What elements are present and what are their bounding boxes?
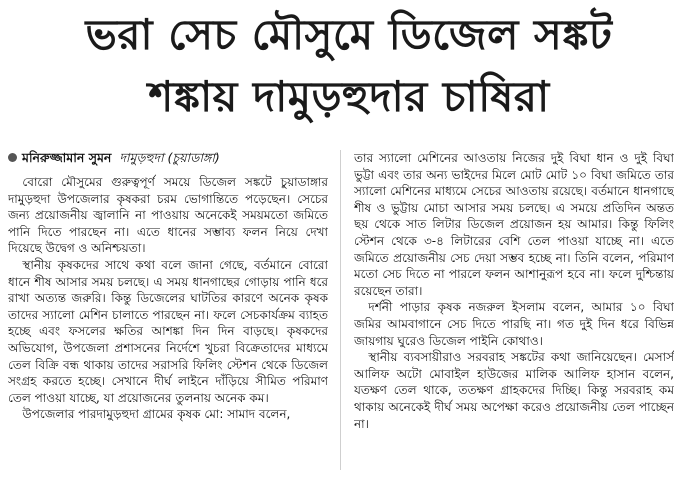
- paragraph: বোরো মৌসুমের গুরুত্বপূর্ণ সময়ে ডিজেল সঙ্কটে চুয়াডাঙ্গার দামুড়হুদা উপজেলার কৃষকরা চরম ভোগান্তিতে পড়েছেন। সেচের জন্য প্রয়োজনীয় জ্বালানি না পাওয়ায় অনেকেই সময়মতো জমিতে পানি দিতে পারছেন না। এতে ধানের সম্ভাব্য ফলন নিয়ে দেখা দিয়েছে উদ্বেগ ও অনিশ্চয়তা।: [8, 175, 328, 256]
- column-divider: [340, 150, 341, 470]
- paragraph: দর্শনী পাড়ার কৃষক নজরুল ইসলাম বলেন, আমার ১০ বিঘা জমির আমবাগানে সেচ দিতে পারছি না। গত দুই দিন ধরে বিভিন্ন জায়গায় ঘুরেও ডিজেল পাইনি কোথাও।: [354, 300, 674, 348]
- paragraph: স্থানীয় কৃষকদের সাথে কথা বলে জানা গেছে, বর্তমানে বোরো ধানে শীষ আসার সময় চলছে। এ সময় ধানগাছের গোড়ায় পানি ধরে রাখা অত্যন্ত জরুরি। কিন্তু ডিজেলের ঘাটতির কারণে অনেক কৃষক তাদের স্যালো মেশিন চালাতে পারছেন না। ফলে সেচকার্যক্রম ব্যাহত হচ্ছে এবং ফসলের ক্ষতির আশঙ্কা দিন দিন বাড়ছে। কৃষকদের অভিযোগ, উপজেলা প্রশাসনের নির্দেশে খুচরা বিক্রেতাদের মাধ্যমে তেল বিক্রি বন্ধ থাকায় তাদের সরাসরি ফিলিং স্টেশন থেকে ডিজেল সংগ্রহ করতে হচ্ছে। সেখানে দীর্ঘ লাইনে দাঁড়িয়ে সীমিত পরিমাণ তেল পাওয়া যাচ্ছে, যা প্রয়োজনের তুলনায় অনেক কম।: [8, 257, 328, 405]
- byline-author: মনিরুজ্জামান সুমন: [22, 150, 112, 165]
- article-column-left: [8, 174, 328, 474]
- bullet-icon: [8, 153, 17, 162]
- headline-line-2: শঙ্কায় দামুড়হুদার চাষিরা: [148, 72, 550, 121]
- paragraph: স্থানীয় ব্যবসায়ীরাও সরবরাহ সঙ্কটের কথা জানিয়েছেন। মেসার্স আলিফ অটো মোবাইল হাউজের মালিক আলিফ হাসান বলেন, যতক্ষণ তেল থাকে, ততক্ষণ গ্রাহকদের দিচ্ছি। কিন্তু সরবরাহ কম থাকায় অনেকেই দীর্ঘ সময় অপেক্ষা করেও প্রয়োজনীয় তেল পাচ্ছেন না।: [354, 350, 674, 431]
- byline-place: দামুড়হুদা (চুয়াডাঙ্গা): [119, 150, 220, 165]
- headline: [0, 4, 698, 128]
- paragraph: তার স্যালো মেশিনের আওতায় নিজের দুই বিঘা ধান ও দুই বিঘা ভুট্টা এবং তার অন্য ভাইদের মিলে মোট মোট ১০ বিঘা জমিতে তার স্যালো মেশিনের মাধ্যমে সেচের আওতায় রয়েছে। বর্তমানে ধানগাছে শীষ ও ভুট্টায় মোচা আসার সময় চলছে। এ সময়ে প্রতিদিন অন্তত ছয় থেকে সাত লিটার ডিজেল প্রয়োজন হয় আমার। কিন্তু ফিলিং স্টেশন থেকে ৩-৪ লিটারের বেশি তেল পাওয়া যাচ্ছে না। এতে জমিতে প্রয়োজনীয় সেচ দেয়া সম্ভব হচ্ছে না। তিনি বলেন, পরিমাণ মতো সেচ দিতে না পারলে ফলন আশানুরূপ হবে না। ফলে দুশ্চিন্তায় রয়েছেন তারা।: [354, 151, 674, 298]
- headline-line-1: ভরা সেচ মৌসুমে ডিজেল সঙ্কট: [85, 10, 613, 59]
- byline: [8, 150, 220, 166]
- article-column-right: [354, 150, 674, 470]
- paragraph: উপজেলার পারদামুড়হুদা গ্রামের কৃষক মো: সামাদ বলেন,: [22, 407, 291, 422]
